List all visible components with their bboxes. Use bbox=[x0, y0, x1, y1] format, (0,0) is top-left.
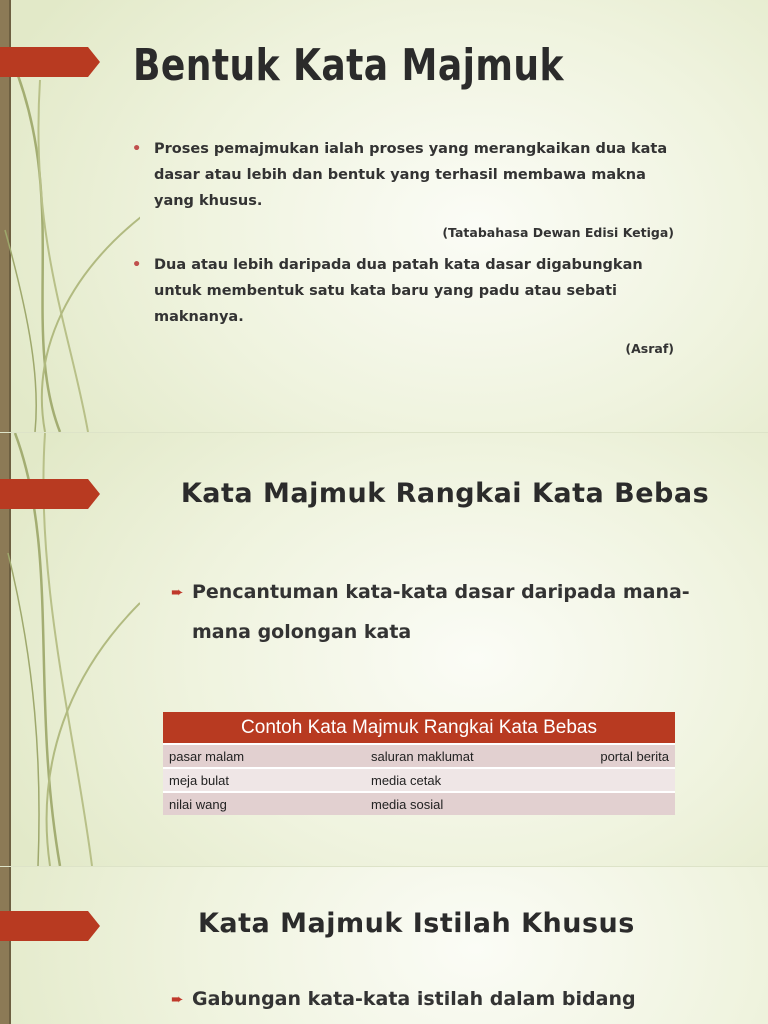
bullet-item bbox=[132, 136, 674, 214]
citation: (Asraf) bbox=[625, 341, 674, 356]
bullet-dot-icon: • bbox=[132, 257, 142, 273]
bullet-item bbox=[171, 979, 712, 1019]
table-cell: portal berita bbox=[547, 744, 675, 768]
table-cell: nilai wang bbox=[163, 792, 365, 815]
slide-title: Kata Majmuk Rangkai Kata Bebas bbox=[180, 478, 710, 509]
bullet-text: Dua atau lebih daripada dua patah kata dasar digabungkan untuk membentuk satu kata baru yang padu atau sebati maknanya. bbox=[154, 257, 643, 325]
bullet-item bbox=[132, 252, 674, 330]
title-marker-icon bbox=[0, 47, 100, 77]
table-cell: media sosial bbox=[365, 792, 547, 815]
slide-title: Kata Majmuk Istilah Khusus bbox=[198, 908, 635, 939]
left-bar bbox=[0, 867, 11, 1024]
bullet-text: Proses pemajmukan ialah proses yang merangkaikan dua kata dasar atau lebih dan bentuk yang terhasil membawa makna yang khusus. bbox=[154, 141, 668, 209]
arrow-bullet-icon: ➨ bbox=[171, 583, 184, 601]
bullet-text: Pencantuman kata-kata dasar daripada mana-mana golongan kata bbox=[192, 581, 690, 643]
title-marker-icon bbox=[0, 911, 100, 941]
title-marker-icon bbox=[0, 479, 100, 509]
arrow-bullet-icon: ➨ bbox=[171, 990, 184, 1008]
table-cell bbox=[547, 768, 675, 792]
table-cell: meja bulat bbox=[163, 768, 365, 792]
table-cell: pasar malam bbox=[163, 744, 365, 768]
bullet-item bbox=[171, 572, 712, 652]
table-cell: media cetak bbox=[365, 768, 547, 792]
table-row bbox=[163, 792, 675, 815]
table-row bbox=[163, 744, 675, 768]
table-row bbox=[163, 768, 675, 792]
examples-table bbox=[163, 712, 675, 815]
slide-1 bbox=[0, 0, 768, 432]
citation: (Tatabahasa Dewan Edisi Ketiga) bbox=[442, 225, 674, 240]
slide-title: Bentuk Kata Majmuk bbox=[133, 40, 564, 91]
table-cell bbox=[547, 792, 675, 815]
bullet-dot-icon: • bbox=[132, 141, 142, 157]
bullet-text: Gabungan kata-kata istilah dalam bidang bbox=[192, 988, 636, 1010]
table-cell: saluran maklumat bbox=[365, 744, 547, 768]
table-header: Contoh Kata Majmuk Rangkai Kata Bebas bbox=[163, 712, 675, 744]
